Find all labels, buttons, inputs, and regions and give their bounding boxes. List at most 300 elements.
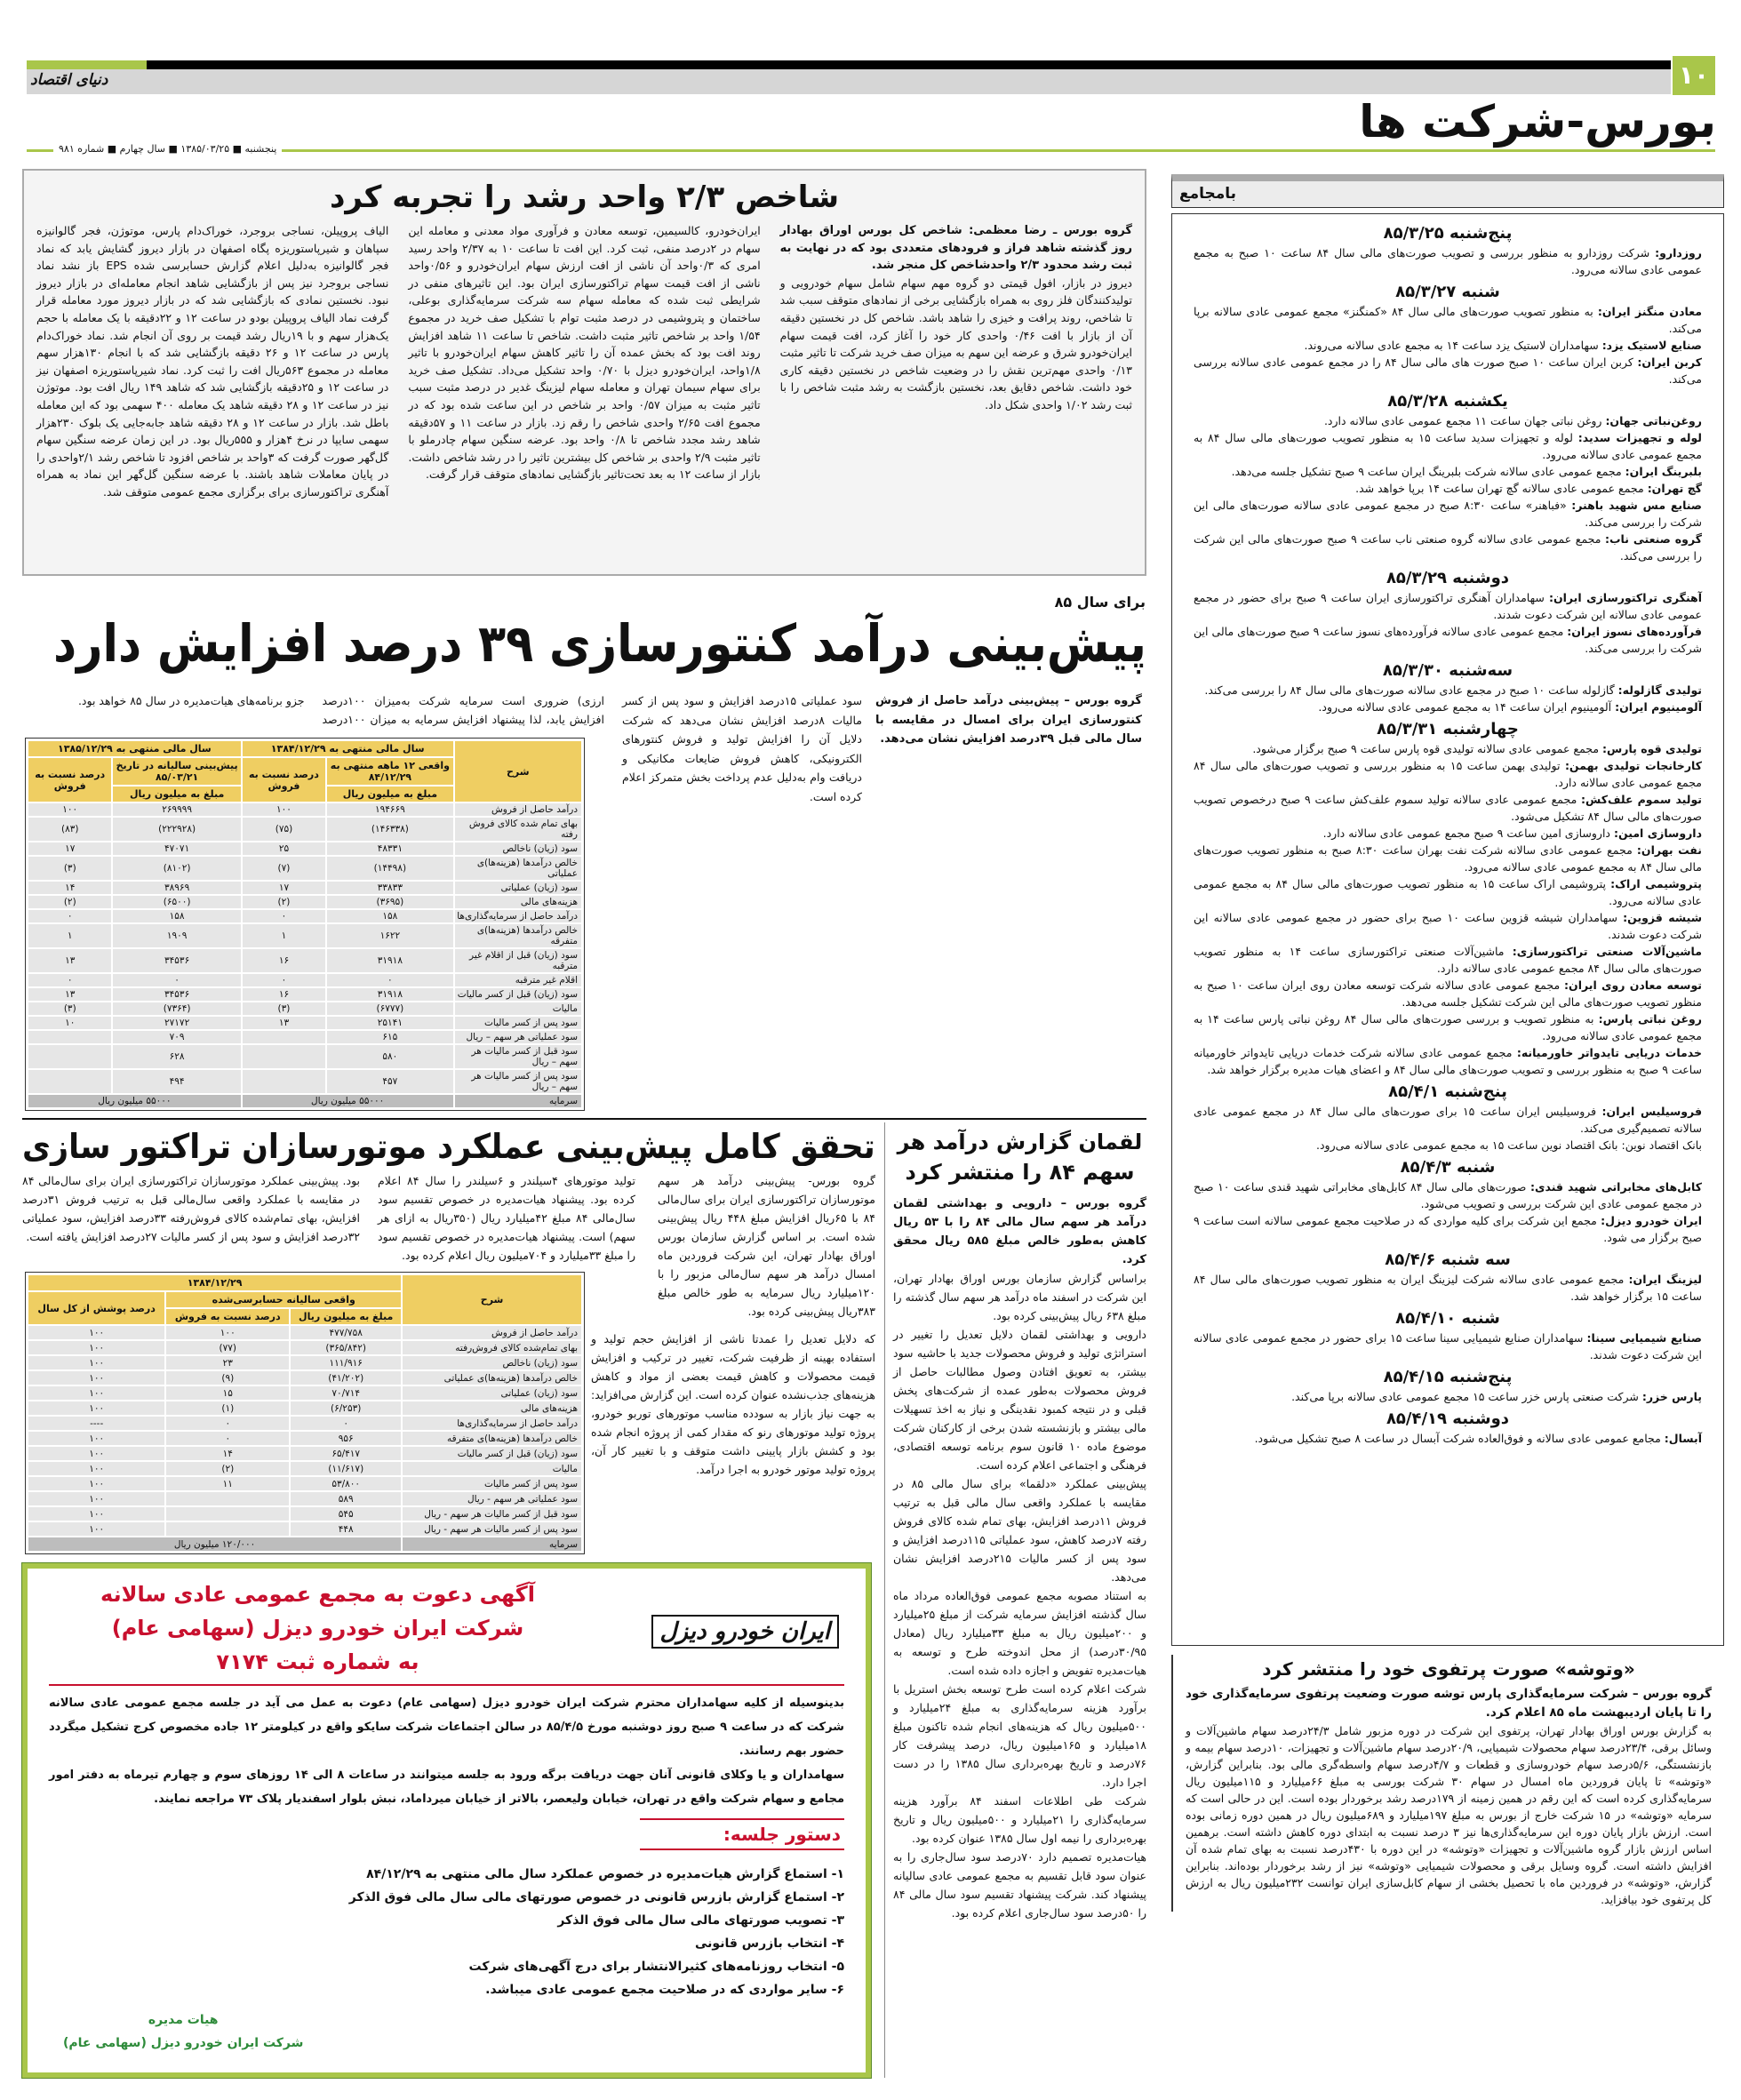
table-row [28, 909, 582, 923]
meeting-day-heading: سه‌شنبه ۸۵/۳/۳۰ [1382, 661, 1513, 680]
meeting-item [1194, 740, 1702, 757]
cell-value: ۱۰۰ [28, 802, 112, 817]
agenda-item: ۴- انتخاب بازرس قانونی [695, 1936, 844, 1951]
article-lead: گروه بورس – دارویی و بهداشتی لقمان درآمد هر سهم سال مالی ۸۴ را با ۵۳ ریال کاهش به‌طور خالص مبلغ ۵۸۵ ریال محقق کرد. [893, 1197, 1147, 1266]
cell-value: ۰ [112, 973, 241, 987]
ad-company: شرکت ایران خودرو دیزل (سهامی عام) [111, 1616, 524, 1641]
col-header-desc: شرح [454, 740, 582, 802]
meeting-item [1194, 1010, 1702, 1044]
company-logo: ایران خودرو دیزل [651, 1615, 839, 1649]
table-row [28, 1506, 582, 1521]
table-row [28, 842, 582, 856]
company-name: لوله و تجهیزات سدید: [1577, 431, 1702, 444]
table-row [28, 987, 582, 1002]
cell-value: ۱۰۰ [28, 1385, 165, 1401]
table-row [28, 1476, 582, 1491]
cell-value [242, 1069, 326, 1094]
cell-value: ۴۷۷/۷۵۸ [290, 1325, 402, 1340]
cell-value: (۶۵۰۰) [112, 895, 241, 909]
tractor-financial-table [25, 1272, 585, 1554]
company-name: لیزینگ ایران: [1628, 1273, 1702, 1286]
cell-value [28, 1044, 112, 1069]
company-name: آلومینیوم ایران: [1615, 700, 1702, 714]
col-header-year85: سال مالی منتهی به ۱۳۸۵/۱۲/۲۹ [28, 740, 242, 757]
meeting-item [1194, 1137, 1702, 1154]
cell-value: (۲) [28, 895, 112, 909]
cell-value: ۱۰۰ [28, 1446, 165, 1461]
col-header-actual: واقعی سالیانه حسابرسی‌شده [165, 1291, 402, 1308]
col-header-pct: درصد نسبت به فروش [242, 757, 326, 802]
capital-value: ۱۲۰/۰۰۰ میلیون ریال [28, 1537, 402, 1552]
article-paragraph: بود. پیش‌بینی عملکرد موتورسازان تراکتورسازی ایران برای سال‌مالی ۸۴ در مقایسه با عملکرد واقعی سال‌مالی قبل به ترتیب فروش ۳۱درصد افزایش، بهای تمام‌شده کالای فروش‌رفته ۳۳درصد افزایش، سود عملیاتی ۳۲درصد افزایش و سود پس از کسر مالیات ۲۷درصد افزایش یافته است. [22, 1174, 360, 1243]
meeting-item [1194, 337, 1702, 354]
cell-value: (۳) [28, 856, 112, 881]
company-name: معادن منگنز ایران: [1597, 305, 1702, 318]
table-row [28, 1016, 582, 1030]
article-title: لقمان گزارش درآمد هر سهم ۸۴ را منتشر کرد [897, 1130, 1143, 1185]
article-title-block [22, 1127, 875, 1166]
table-row [28, 817, 582, 842]
cell-value [242, 1030, 326, 1044]
cell-value: (۱۴۴۹۸) [326, 856, 453, 881]
company-name: تولیدی قوه پارس: [1602, 742, 1702, 755]
article-title-block [36, 180, 1132, 215]
company-name: ماشین‌آلات صنعتی تراکتورسازی: [1512, 945, 1702, 958]
dateline: پنجشنبه ■ ۱۳۸۵/۰۳/۲۵ ■ سال چهارم ■ شماره ۹۸۱ [53, 143, 282, 155]
meeting-day-heading: یکشنبه ۸۵/۳/۲۸ [1387, 392, 1508, 411]
row-label: سود پس از کسر مالیات هر سهم - ریال [402, 1521, 582, 1537]
cell-value: ۱۹۰۹ [112, 923, 241, 948]
company-name: پارس خزر: [1641, 1390, 1702, 1403]
table-row [28, 895, 582, 909]
page-number: ۱۰ [1673, 56, 1715, 95]
meeting-item [1194, 825, 1702, 842]
meeting-item [1194, 1178, 1702, 1212]
article-paragraphs [893, 1269, 1146, 1922]
meeting-day-heading: پنج‌شنبه ۸۵/۴/۱۵ [1383, 1368, 1513, 1386]
row-label: خالص درآمدها (هزینه‌ها)ی متفرقه [402, 1431, 582, 1446]
col-header-desc: شرح [402, 1274, 582, 1325]
row-label: سود (زیان) قبل از کسر مالیات [402, 1446, 582, 1461]
table-row [28, 1370, 582, 1385]
row-label: سود پس از کسر مالیات [454, 1016, 582, 1030]
cell-value: (۷۵) [242, 817, 326, 842]
meeting-item [1194, 429, 1702, 463]
company-name: آهنگری تراکتورسازی ایران: [1548, 591, 1702, 604]
cell-value: ۴۹۴ [112, 1069, 241, 1094]
company-name: آبسال: [1664, 1432, 1702, 1445]
table-row [28, 1491, 582, 1506]
cell-value: (۳۶۵/۸۴۲) [290, 1340, 402, 1355]
meeting-text: بانک اقتصاد نوین: بانک اقتصاد نوین ساعت ۱۵ به مجمع عمومی عادی سالانه می‌رود. [1316, 1138, 1702, 1152]
row-label: سود عملیاتی هر سهم – ریال [454, 1030, 582, 1044]
company-name: بلبرینگ ایران: [1625, 465, 1702, 478]
cell-value: (۳) [242, 1002, 326, 1016]
cell-value: ۰ [165, 1416, 290, 1431]
agenda-item: ۲- استماع گزارش بازرس قانونی در خصوص صورتهای مالی سال مالی فوق الذکر [348, 1890, 844, 1904]
article-paragraph: دارویی و بهداشتی لقمان دلایل تعدیل را تغییر در استراتژی تولید و فروش محصولات جدید با حاشیه سود بیشتر، به تعویق افتادن وصول مطالبات حاصل از فروش محصولات به‌طور عمده از شرکت‌های پخش قبلی و در نتیجه کمبود نقدینگی و نیاز به اخذ تسهیلات مالی بیشتر و بازنشسته شدن برخی از کارکنان شرکت موضوع ماده ۱۰ قانون سوم برنامه توسعه اقتصادی، فرهنگی و اجتماعی اعلام کرده است. [893, 1328, 1146, 1472]
col-header-cover: درصد پوشش از کل سال [28, 1291, 165, 1325]
cell-value: ۱۵۸ [112, 909, 241, 923]
article-lead: گروه بورس ـ رضا معظمی: شاخص کل بورس اوراق بهادار روز گذشته شاهد فراز و فرودهای متعددی بود که در نهایت به ثبت رشد محدود ۲/۳ واحدشاخص کل منجر شد. [779, 224, 1132, 273]
ad-registration: به شماره ثبت ۷۱۷۴ [216, 1649, 419, 1674]
meeting-text: مجمع عمومی عادی سالانه تولید سموم علف‌کش ساعت ۹ صبح درخصوص تصویب صورت‌های مالی سال ۸۴ تشکیل می‌شود. [1194, 793, 1702, 823]
row-label: مالیات [402, 1461, 582, 1476]
cell-value: ۱۳ [28, 987, 112, 1002]
cell-value: ۱ [28, 923, 112, 948]
cell-value: ۴۴۸ [290, 1521, 402, 1537]
table-row [28, 856, 582, 881]
article-body: به گزارش بورس اوراق بهادار تهران، پرتفوی این شرکت در دوره مزبور شامل ۲۴/۳درصد سهام ماشین‌آلات و وسائل برقی، ۲۳/۴درصد سهام محصولات شیمیایی، ۲۰/۹درصد سهام ماشین‌آلات و تجهیزات، ۱۰درصد سهام بیمه و بازنشستگی، ۵/۶درصد سهام خودروسازی و قطعات و ۴/۷درصد سهام واسطه‌گری مالی بود. بنابراین گزارش، «وتوشه» تا پایان فروردین ماه امسال در سهام ۳۰ شرکت بورسی به مبلغ ۶۶میلیارد و ۱۱۵میلیون ریال سرمایه‌گذاری کرده است که این رقم در همین زمینه از ۱۷۹درصد رشد برخوردار بوده است. این در حالی است که سرمایه «وتوشه» در ۱۵ شرکت خارج از بورس به مبلغ ۱۹۷میلیارد و ۶۸۹میلیون ریال در همین دوره زمانی بوده است. ارزش بازار پایان دوره این سرمایه‌گذاری‌ها نیز ۳ درصد نسبت به ابتدای دوره کاهش داشته است. برهمین اساس ارزش بازار گروه ماشین‌آلات و تجهیزات «وتوشه» در این دوره با ۴۳۰درصد نسبت به بهای تمام شده آن افزایش داشته است. گروه وسایل برقی و محصولات شیمیایی «وتوشه» نیز از رشد برخوردار بوده‌اند. بنابراین گزارش، «وتوشه» در فروردین ماه با تحصیل بخشی از سهام کابل‌سازی ایران توانست ۲۳۲میلیون ریال به ارزش کل پرتفوی خود بیافزاید. [1186, 1724, 1713, 1906]
cell-value: ۰ [28, 973, 112, 987]
article-title: تحقق کامل پیش‌بینی عملکرد موتورسازان تراکتور سازی [22, 1127, 875, 1166]
article-loghman-body [893, 1194, 1146, 1922]
article-paragraph: گروه بورس- پیش‌بینی درآمد هر سهم موتورسازان تراکتورسازی ایران برای سال‌مالی ۸۴ با ۶۵ریال افزایش مبلغ ۴۴۸ ریال پیش‌بینی شده است. بر اساس گزارش سازمان بورس اوراق بهادار تهران، این شرکت فروردین ماه امسال درآمد هر سهم سال‌مالی مزبور را با ۱۲۰میلیارد ریال سرمایه به طور خالص مبلغ ۳۸۳ریال پیش‌بینی کرده بود. [658, 1174, 876, 1318]
article-paragraph: براساس گزارش سازمان بورس اوراق بهادار تهران، این شرکت در اسفند ماه درآمد هر سهم سال گذشته را مبلغ ۶۳۸ ریال پیش‌بینی کرده بود. [893, 1272, 1146, 1322]
meeting-item [1194, 1271, 1702, 1305]
cell-value: ۷۰۹ [112, 1030, 241, 1044]
cell-value: ۱۵ [165, 1385, 290, 1401]
cell-value [28, 1069, 112, 1094]
meeting-item [1194, 1044, 1702, 1078]
table-row [28, 923, 582, 948]
cell-value: (۹) [165, 1370, 290, 1385]
meeting-text: شرکت روزدارو به منظور بررسی و تصویب صورت‌های مالی سال ۸۴ ساعت ۱۰ صبح به مجمع عمومی عادی سالانه می‌رود. [1194, 246, 1702, 276]
cell-value: ۲۳ [165, 1355, 290, 1370]
newspaper-logo: دنیای اقتصاد [30, 71, 108, 89]
cell-value: (۷) [242, 856, 326, 881]
meeting-text: فروسیلیس ایران ساعت ۱۵ برای صورت‌های مالی سال ۸۴ در مجمع عمومی عادی سالانه تصمیم‌گیری می‌کند. [1194, 1105, 1702, 1135]
ad-title: آگهی دعوت به مجمع عمومی عادی سالانه [100, 1582, 535, 1607]
meeting-day-heading: شنبه ۸۵/۴/۳ [1400, 1158, 1496, 1177]
row-label: اقلام غیر مترقبه [454, 973, 582, 987]
capital-85: ۵۵۰۰۰ میلیون ریال [28, 1094, 242, 1108]
company-name: روغن‌نباتی جهان: [1605, 414, 1702, 427]
meeting-item [1194, 463, 1702, 480]
meeting-text: سهامداران شیشه قزوین ساعت ۱۰ صبح برای حضور در مجمع عمومی عادی سالانه این شرکت دعوت شدند. [1194, 911, 1702, 941]
col-header-actual: واقعی ۱۲ ماهه منتهی به ۸۴/۱۲/۲۹ [326, 757, 453, 786]
table-row [28, 1044, 582, 1069]
cell-value: ۲۷۱۷۲ [112, 1016, 241, 1030]
article-paragraph: ارزی) ضروری است سرمایه شرکت به‌میزان ۱۰۰درصد افزایش یابد، لذا پیشنهاد افزایش سرمایه به میزان ۱۰۰درصد جزو برنامه‌های هیات‌مدیره در سال ۸۵ خواهد بود. [77, 694, 604, 726]
row-label: هزینه‌های مالی [454, 895, 582, 909]
column-divider [884, 1122, 885, 2078]
cell-value: (۸۱۰۲) [112, 856, 241, 881]
article-paragraph: شرکت طی اطلاعات اسفند ۸۴ برآورد هزینه سرمایه‌گذاری را ۲۱میلیارد و ۵۰۰میلیون ریال و تاریخ بهره‌برداری را نیمه اول سال ۱۳۸۵ عنوان کرده بود. [893, 1794, 1146, 1845]
meeting-text: لوله و تجهیزات سدید ساعت ۱۵ به منظور تصویب صورت‌های مالی سال ۸۴ به مجمع عمومی عادی سالانه می‌رود. [1194, 431, 1702, 461]
row-label: مالیات [454, 1002, 582, 1016]
cell-value: ۳۱۹۱۸ [326, 987, 453, 1002]
article-kicker: برای سال ۸۵ [1054, 594, 1146, 611]
row-label: سود عملیاتی هر سهم - ریال [402, 1491, 582, 1506]
cell-value: ۱۳ [28, 948, 112, 973]
meeting-item [1194, 1212, 1702, 1246]
article-paragraph: الیاف پروپیلن، نساجی بروجرد، خوراک‌دام پارس، موتوژن، فجر گالوانیزه سپاهان و شیرپاستوریزه پگاه اصفهان در بازار دیروز گشایش یابد که نماد فجر گالوانیزه به‌دلیل اعلام گزارش حسابرسی شده EPS باز نشد نماد نساجی بروجرد نیز پس از بازگشایی شاهد انجام معامله‌ای در بازار دیروز نبود. نخستین نمادی که بازگشایی شد که در بازار دیروز مورد معامله قرار گرفت نماد الیاف پروپیلن بودو در ساعت ۱۲ و ۲۲دقیقه با یک معامله با حجم یک‌هزار سهم و با ۱۹ریال رشد قیمت بر روی آن انجام شد. نماد خوراک‌دام پارس در ساعت ۱۲ و ۲۶ دقیقه بازگشایی شد که با انجام ۱۳۰هزار سهم معامله در مجموع ۵۶۳ریال افت را ثبت کرد. نماد شیرپاستوریزه اصفهان نیز در ساعت ۱۲ و ۲۵دقیقه بازگشایی شد که شاهد ۱۴۹ ریال افت بود. موتوژن نیز در ساعت ۱۲ و ۲۸ دقیقه شاهد یک معامله ۴۰۰ سهمی بود که این معامله باطل شد. بازار در ساعت ۱۲ و ۲۸ دقیقه شاهد جابه‌جایی یک بلوک ۲۳۰هزار سهمی سایپا در نرخ ۴هزار و ۵۵۵ریال بود. در این زمان عرضه سنگین سهام گل‌گهر صورت گرفت که ۳واحد بر شاخص افزود تا شاخص رشد ۲/۱واحدی را در پایان معاملات شاهد باشند. با عرضه سنگین گل‌گهر این نماد به همراه آهنگری تراکتورسازی برای برگزاری مجمع عمومی متوقف شد. [36, 224, 389, 499]
meeting-item [1194, 1388, 1702, 1405]
cell-value: ۱۶۲۲ [326, 923, 453, 948]
company-name: نفت بهران: [1636, 843, 1702, 857]
company-name: فرآورده‌های نسوز ایران: [1567, 625, 1702, 638]
col-header-forecast: پیش‌بینی سالیانه در تاریخ ۸۵/۰۳/۲۱ [112, 757, 241, 786]
row-label: درآمد حاصل از سرمایه‌گذاری‌ها [402, 1416, 582, 1431]
article-title: شاخص ۲/۳ واحد رشد را تجربه کرد [329, 180, 840, 215]
cell-value: ۱۰۰ [242, 802, 326, 817]
meeting-text: تولیدی بهمن ساعت ۱۵ به منظور بررسی و تصویب صورت‌های مالی سال ۸۴ مجمع عمومی عادی سالانه دارد. [1194, 759, 1702, 789]
cell-value: ۱۰۰ [165, 1325, 290, 1340]
meeting-text: سهامداران صنایع شیمیایی سینا ساعت ۱۵ برای حضور در مجمع عمومی عادی سالانه این شرکت دعوت شدند. [1194, 1331, 1702, 1361]
meeting-item [1194, 875, 1702, 909]
meetings-title: بامجامع [1179, 185, 1237, 203]
article-paragraph: شرکت اعلام کرده است طرح توسعه بخش استریل با برآورد هزینه سرمایه‌گذاری به مبلغ ۲۴میلیارد و ۵۰۰میلیون ریال که هزینه‌های انجام شده تاکنون مبلغ ۱۸میلیارد و ۱۶۵میلیون ریال، درصد پیشرفت کار ۷۶درصد و تاریخ بهره‌برداری سال ۱۳۸۵ را در دست اجرا دارد. [893, 1682, 1146, 1789]
row-label: هزینه‌های مالی [402, 1401, 582, 1416]
cell-value: (۲) [165, 1461, 290, 1476]
meeting-text: سهامداران آهنگری تراکتورسازی ایران ساعت ۹ صبح برای حضور در مجمع عمومی عادی سالانه این شرکت دعوت شدند. [1194, 591, 1702, 621]
meeting-day-heading: شنبه ۸۵/۳/۲۷ [1395, 283, 1500, 301]
cell-value: ۲۶۹۹۹۹ [112, 802, 241, 817]
meeting-day-heading: چهارشنبه ۸۵/۳/۳۱ [1377, 720, 1519, 739]
agenda-item: ۵- انتخاب روزنامه‌های کثیرالانتشار برای درج آگهی‌های شرکت [468, 1960, 844, 1974]
cell-value: ۶۵/۴۱۷ [290, 1446, 402, 1461]
cell-value: ۱۱۱/۹۱۶ [290, 1355, 402, 1370]
meeting-item [1194, 791, 1702, 825]
cell-value: (۶۷۷۷) [326, 1002, 453, 1016]
agenda-item: ۱- استماع گزارش هیات‌مدیره در خصوص عملکرد سال مالی منتهی به ۸۴/۱۲/۲۹ [366, 1867, 844, 1881]
section-title: بورس-شرکت ها [1359, 96, 1716, 148]
meeting-text: مجمع این شرکت برای کلیه مواردی که در صلاحیت مجمع عمومی سالانه است ساعت ۹ صبح برگزار می شود. [1194, 1214, 1702, 1244]
row-label: سود (زیان) قبل از کسر مالیات [454, 987, 582, 1002]
cell-value: ۱۴ [28, 881, 112, 895]
meeting-day-heading: دوشنبه ۸۵/۳/۲۹ [1386, 569, 1510, 587]
row-label: خالص درآمدها (هزینه‌ها)ی عملیاتی [454, 856, 582, 881]
meeting-item [1194, 1103, 1702, 1137]
cell-value: (۸۳) [28, 817, 112, 842]
masthead-accent [27, 60, 147, 69]
row-label: سود (زیان) عملیاتی [402, 1385, 582, 1401]
cell-value: ۰ [242, 973, 326, 987]
cell-value: ۷۰/۷۱۴ [290, 1385, 402, 1401]
meeting-item [1194, 757, 1702, 791]
cell-value: ۴۷۰۷۱ [112, 842, 241, 856]
section-title-block [916, 96, 1716, 148]
cell-value: ۱۰۰ [28, 1506, 165, 1521]
table-row [28, 1431, 582, 1446]
meeting-text: مجمع عمومی عادی سالانه شرکت توسعه معادن روی ایران ساعت ۱۰ صبح به منظور تصویب صورت‌های مالی این شرکت تشکیل جلسه می‌دهد. [1194, 978, 1702, 1009]
col-header-year84: سال مالی منتهی به ۱۳۸۴/۱۲/۲۹ [242, 740, 454, 757]
meeting-text: مجمع عمومی عادی سالانه شرکت خدمات دریایی تایدواتر خاورمیانه ساعت ۹ صبح به منظور بررسی و تصویب صورت‌های مالی سال ۸۴ و اعضای هیات مدیره برگزار خواهد شد. [1194, 1046, 1702, 1076]
article-lead: گروه بورس – پیش‌بینی درآمد حاصل از فروش کنتورسازی ایران برای امسال در مقایسه با سال مالی قبل ۳۹درصد افزایش نشان می‌دهد. [875, 694, 1142, 746]
meeting-text: روغن نباتی جهان ساعت ۱۱ مجمع عمومی عادی سالانه دارد. [1323, 414, 1606, 427]
cell-value: ۶۱۵ [326, 1030, 453, 1044]
article-lead: گروه بورس – شرکت سرمایه‌گذاری پارس توشه صورت وضعیت پرتفوی سرمایه‌گذاری خود را تا پایان اردیبهشت ماه ۸۵ اعلام کرد. [1186, 1687, 1712, 1720]
row-label: درآمد حاصل از فروش [402, 1325, 582, 1340]
meeting-item [1194, 244, 1702, 278]
company-name: ایران خودرو دیزل: [1601, 1214, 1702, 1227]
cell-value: ۱۷ [28, 842, 112, 856]
agenda-item: ۶- سایر مواردی که در صلاحیت مجمع عمومی عادی میباشد. [485, 1983, 844, 1997]
table-row [28, 1446, 582, 1461]
company-name: تولید سموم علف‌کش: [1581, 793, 1702, 806]
cell-value: ۳۴۵۳۶ [112, 948, 241, 973]
cell-value: ۴۵۷ [326, 1069, 453, 1094]
meeting-text: مجمع عمومی عادی سالانه شرکت بلبرینگ ایران ساعت ۹ صبح تشکیل جلسه می‌دهد. [1231, 465, 1625, 478]
meeting-item [1194, 1329, 1702, 1363]
meeting-text: مجمع عمومی عادی سالانه فرآورده‌های نسوز ساعت ۹ صبح صورت‌های مالی این شرکت را بررسی می‌کند. [1194, 625, 1702, 655]
ad-title-block [49, 1577, 587, 1611]
company-name: پتروشیمی اراک: [1610, 877, 1702, 890]
cell-value: ۱۹۴۶۶۹ [326, 802, 453, 817]
meeting-text: کربن ایران ساعت ۱۰ صبح صورت های مالی سال ۸۴ را در مجمع عمومی عادی سالانه بررسی می‌کند. [1194, 355, 1702, 386]
cell-value: ۶۲۸ [112, 1044, 241, 1069]
cell-value: (۳) [28, 1002, 112, 1016]
ad-signature [63, 2008, 303, 2055]
meeting-item [1194, 1430, 1702, 1447]
cell-value: ۳۱۹۱۸ [326, 948, 453, 973]
meeting-text: مجمع عمومی عادی سالانه شرکت نفت بهران ساعت ۸:۳۰ صبح به منظور تصویب صورت‌های مالی سال ۸۴ به مجمع عمومی عادی سالانه می‌رود. [1194, 843, 1702, 874]
cell-value: ۱۰۰ [28, 1401, 165, 1416]
cell-value: (۲۲۲۹۲۸) [112, 817, 241, 842]
meetings-header [1171, 174, 1724, 208]
signature-board: هیات مدیره [148, 2013, 219, 2027]
table-row [28, 1355, 582, 1370]
meeting-text: به منظور تصویب صورت‌های مالی سال ۸۴ «کمنگنز» مجمع عمومی عادی سالانه برپا می‌کند. [1194, 305, 1702, 335]
col-header-pct: درصد نسبت به فروش [28, 757, 112, 802]
cell-value: (۷۳۶۴) [112, 1002, 241, 1016]
ad-paragraph: سهامداران و یا وکلای قانونی آنان جهت دریافت برگه ورود به جلسه میتوانند در ساعات ۸ الی ۱۴ روزهای سوم و چهارم تیرماه به دفتر امور مجامع و سهام شرکت واقع در تهران، خیابان ولیعصر، بالاتر از خیابان میرداماد، نبش بلوار اسفندیار پلاک ۷۳ مراجعه نمایند. [49, 1769, 844, 1806]
cell-value: ۳۳۸۳۳ [326, 881, 453, 895]
capital-84: ۵۵۰۰۰ میلیون ریال [242, 1094, 454, 1108]
cell-value: ۱۰۰ [28, 1431, 165, 1446]
cell-value: ۱ [242, 923, 326, 948]
company-name: صنایع شیمیایی سینا: [1586, 1331, 1702, 1345]
advertisement-ikd-meeting [22, 1563, 871, 2078]
cell-value: (۷۷) [165, 1340, 290, 1355]
agenda-list [49, 1863, 844, 2001]
ad-company-block [49, 1611, 587, 1645]
meeting-item [1194, 682, 1702, 699]
cell-value [165, 1521, 290, 1537]
cell-value [242, 1044, 326, 1069]
company-name: تولیدی گازلوله: [1617, 683, 1702, 697]
meeting-item [1194, 497, 1702, 531]
table-row [28, 1325, 582, 1340]
row-label: سود (زیان) قبل از اقلام غیر مترقبه [454, 948, 582, 973]
row-label: سود قبل از کسر مالیات هر سهم - ریال [402, 1506, 582, 1521]
cell-value: ۱۷ [242, 881, 326, 895]
cell-value: (۶/۲۵۳) [290, 1401, 402, 1416]
cell-value: ۱۰۰ [28, 1370, 165, 1385]
meeting-item [1194, 531, 1702, 564]
row-label: خالص درآمدها (هزینه‌ها)ی عملیاتی [402, 1370, 582, 1385]
company-name: صنایع مس شهید باهنر: [1571, 499, 1702, 512]
meeting-text: مجمع عمومی عادی سالانه شرکت لیزینگ ایران به منظور تصویب صورت‌های مالی سال ۸۴ ساعت ۱۵ برگزار خواهد شد. [1194, 1273, 1702, 1303]
cell-value: ۱۰۰ [28, 1476, 165, 1491]
cell-value [28, 1030, 112, 1044]
meeting-item [1194, 623, 1702, 657]
company-name: کابل‌های مخابراتی شهید قندی: [1530, 1180, 1702, 1194]
cell-value: ۱۰۰ [28, 1521, 165, 1537]
cell-value: (۳۶۹۵) [326, 895, 453, 909]
company-name: گروه صنعتی ناب: [1605, 532, 1702, 546]
meeting-item [1194, 842, 1702, 875]
table-row [28, 1461, 582, 1476]
cell-value: ۵۸۰ [326, 1044, 453, 1069]
article-paragraph: تولید موتورهای ۴سیلندر و ۶سیلندر را سال ۸۴ اعلام کرده بود. پیشنهاد هیات‌مدیره در خصوص تقسیم سود سال‌مالی ۸۴ مبلغ ۴۲میلیارد ریال (۳۵۰ریال به ازای هر سهم) است. پیشنهاد هیات‌مدیره در خصوص تقسیم سود را مبلغ ۳۳میلیارد و ۷۰۴میلیون ریال اعلام کرده بود. [378, 1174, 635, 1262]
cell-value [165, 1491, 290, 1506]
table-row [28, 1401, 582, 1416]
cell-value: (۱۴۶۳۳۸) [326, 817, 453, 842]
col-header-date: ۱۳۸۴/۱۲/۲۹ [28, 1274, 402, 1291]
meeting-text: شرکت صنعتی پارس خزر ساعت ۱۵ مجمع عمومی عادی سالانه برپا می‌کند. [1291, 1390, 1642, 1403]
cell-value: (۴۱/۲۰۲) [290, 1370, 402, 1385]
cell-value: ۱۱ [165, 1476, 290, 1491]
article-index-growth [22, 169, 1146, 576]
table-row [28, 948, 582, 973]
meeting-item [1194, 412, 1702, 429]
row-label: بهای تمام شده کالای فروش رفته [454, 817, 582, 842]
company-name: داروسازی امین: [1613, 826, 1702, 840]
meeting-text: «فباهنر» ساعت ۸:۳۰ صبح در مجمع عمومی عادی سالانه صورت‌های مالی این شرکت را بررسی می‌کند. [1194, 499, 1702, 529]
row-label: درآمد حاصل از فروش [454, 802, 582, 817]
article-title-block [1186, 1658, 1712, 1680]
company-name: کربن ایران: [1637, 355, 1703, 369]
company-name: صنایع لاستیک یزد: [1601, 339, 1702, 352]
cell-value: ۱۰۰ [28, 1461, 165, 1476]
table-row [28, 802, 582, 817]
article-title: پیش‌بینی درآمد کنتورسازی ۳۹ درصد افزایش دارد [53, 613, 1146, 674]
article-column [408, 222, 760, 501]
cell-value: ۱۰۰ [28, 1340, 165, 1355]
cell-value: ۱۳ [242, 1016, 326, 1030]
cell-value: ۵۳/۸۰۰ [290, 1476, 402, 1491]
meeting-item [1194, 303, 1702, 337]
cell-value: ---- [28, 1416, 165, 1431]
row-label: خالص درآمدها (هزینه‌ها)ی متفرقه [454, 923, 582, 948]
meeting-text: پتروشیمی اراک ساعت ۱۵ به منظور تصویب صورت‌های مالی سال ۸۴ به مجمع عمومی عادی سالانه می‌رود. [1194, 877, 1702, 907]
row-label: سود (زیان) ناخالص [454, 842, 582, 856]
masthead-bar [27, 60, 1671, 69]
cell-value: ۳۸۹۶۹ [112, 881, 241, 895]
row-label: سود پس از کسر مالیات [402, 1476, 582, 1491]
cell-value: ۰ [242, 909, 326, 923]
meeting-text: گازلوله ساعت ۱۰ صبح در مجمع عادی سالانه صورت‌های مالی سال ۸۴ را بررسی می‌کند. [1204, 683, 1618, 697]
cell-value: ۱۵۸ [326, 909, 453, 923]
signature-company: شرکت ایران خودرو دیزل (سهامی عام) [63, 2036, 304, 2050]
table-row [28, 973, 582, 987]
cell-value: ۱۰۰ [28, 1491, 165, 1506]
meeting-item [1194, 943, 1702, 977]
table-row [28, 881, 582, 895]
article-column [780, 222, 1132, 501]
cell-value [165, 1506, 290, 1521]
row-label: سود قبل از کسر مالیات هر سهم – ریال [454, 1044, 582, 1069]
meeting-day-heading: سه شنبه ۸۵/۴/۶ [1385, 1250, 1511, 1269]
company-name: کارخانجات تولیدی بهمن: [1564, 759, 1702, 772]
company-name: خدمات دریایی تایدواتر خاورمیانه: [1516, 1046, 1703, 1059]
article-vatoushe [1171, 1655, 1724, 1912]
article-paragraph: که دلایل تعدیل را عمدتا ناشی از افزایش حجم تولید و استفاده بهینه از ظرفیت شرکت، تغییر در ترکیب و افزایش قیمت محصولات و کاهش قیمت بعضی از مواد و کاهش هزینه‌های جذب‌نشده عنوان کرده است. این گزارش می‌افزاید: به جهت نیاز بازار به سودده مناسب موتورهای توربو خودرو، پروژه تولید موتورهای رنو که مقدار کمی از پروژه انجام شده بود و کشش بازار پایینی داشت متوقف و با تغییر کار آن، پروژه تولید موتور خودرو به اجرا درآمد. [590, 1332, 875, 1476]
capital-label: سرمایه [454, 1094, 582, 1108]
table-row [28, 1002, 582, 1016]
cell-value: ۴۸۳۳۱ [326, 842, 453, 856]
cell-value: ۰ [28, 909, 112, 923]
row-label: بهای تمام‌شده کالای فروش‌رفته [402, 1340, 582, 1355]
col-header-pct: درصد نسبت به فروش [165, 1308, 290, 1325]
company-name: فروسیلیس ایران: [1601, 1105, 1703, 1118]
meeting-item [1194, 480, 1702, 497]
table-row [28, 1521, 582, 1537]
company-name: روغن نباتی پارس: [1598, 1012, 1703, 1026]
cell-value: ۲۵ [242, 842, 326, 856]
